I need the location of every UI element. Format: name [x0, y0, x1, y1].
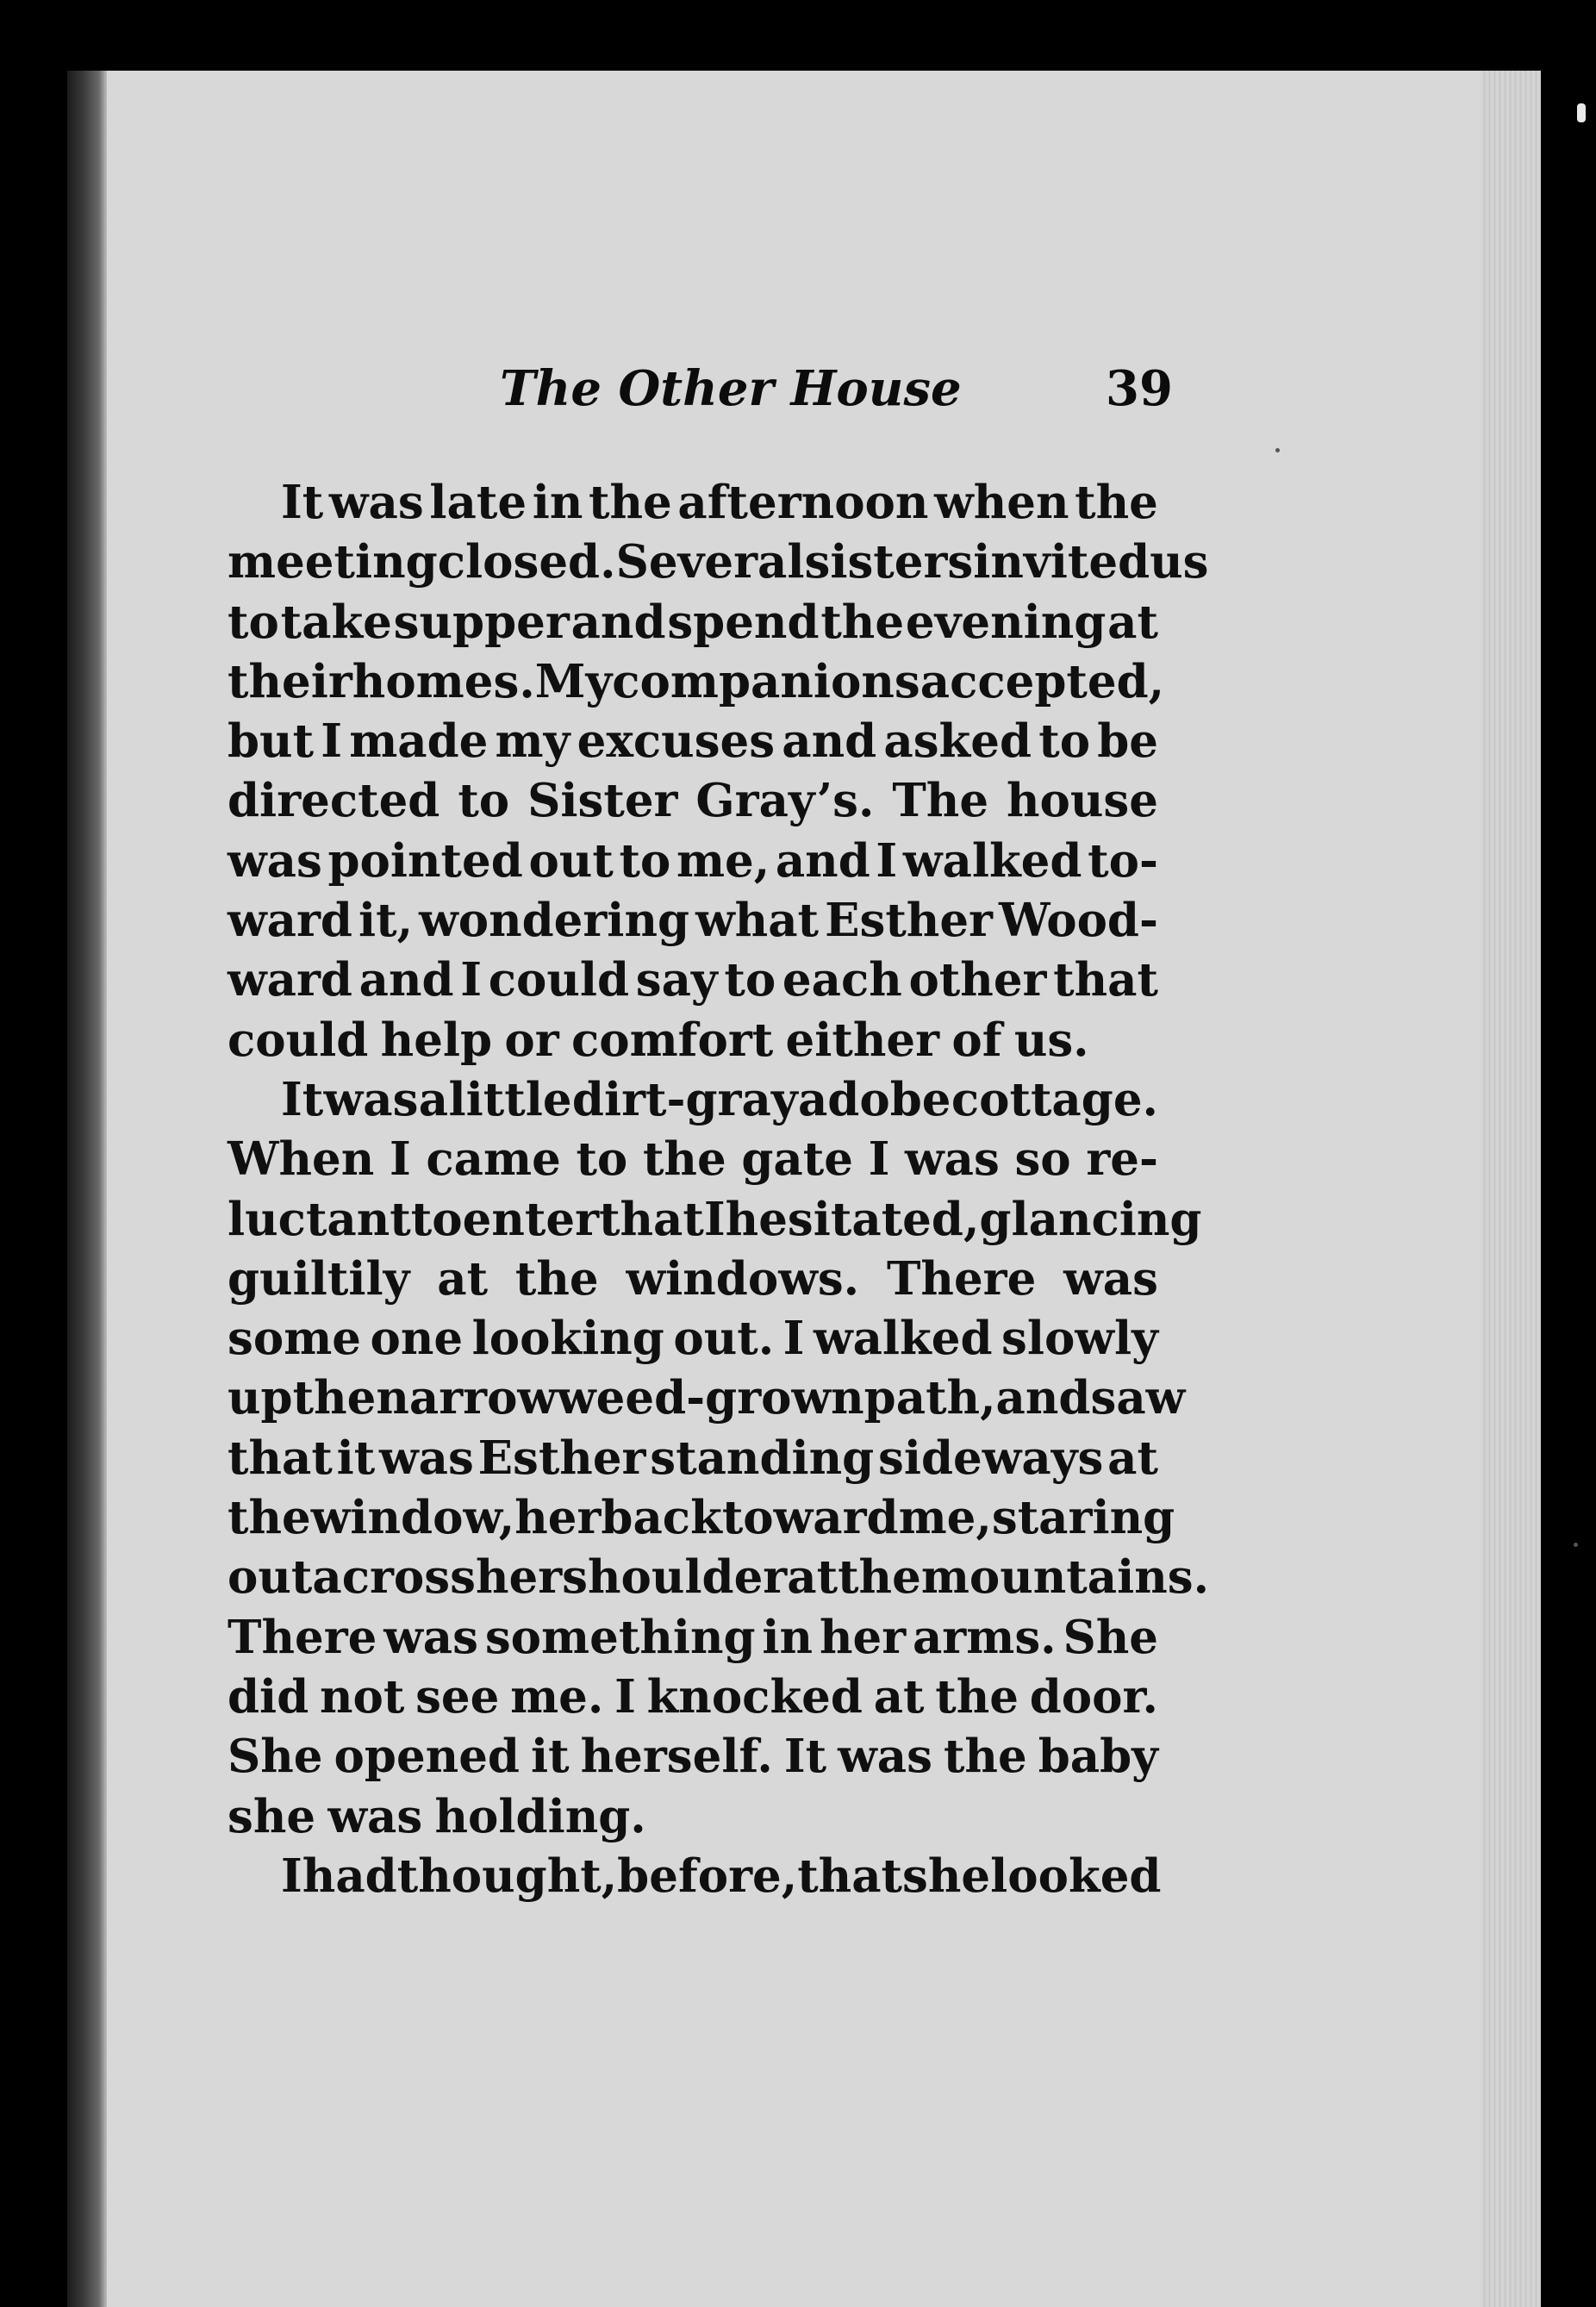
word: companions [612, 654, 920, 708]
word: sisters [804, 535, 974, 589]
word: the [943, 1730, 1027, 1784]
word: standing [650, 1431, 875, 1485]
text-line [228, 1668, 1158, 1727]
word: at [437, 1251, 489, 1306]
word: that [228, 1431, 333, 1485]
word: to [1038, 714, 1091, 769]
word: the [1075, 476, 1158, 529]
word: I [614, 1669, 636, 1724]
word: my [495, 714, 570, 769]
book-spine-shadow [67, 71, 107, 2307]
word: thought, [396, 1849, 618, 1903]
word: other [908, 953, 1047, 1007]
word: comfort [570, 1013, 774, 1067]
text-line [228, 1369, 1186, 1428]
word: me, [676, 833, 770, 888]
word: excuses [577, 714, 776, 769]
word: us. [1013, 1013, 1089, 1067]
word: to- [1088, 833, 1158, 888]
word: arms. [912, 1610, 1057, 1664]
word: her [514, 1491, 602, 1545]
text-line [228, 771, 1158, 831]
word: pointed [327, 833, 523, 888]
word: closed. [437, 535, 616, 589]
body-text [228, 473, 1210, 1906]
word: luctant [228, 1192, 411, 1246]
word: She [228, 1730, 323, 1784]
word: invited [973, 535, 1150, 589]
running-title: The Other House [500, 360, 962, 417]
word: homes. [352, 654, 535, 708]
text-line [228, 1787, 1158, 1847]
scan-edge-mark [1577, 103, 1586, 122]
word: at [873, 1669, 925, 1724]
word: or [504, 1013, 559, 1067]
word: in [762, 1610, 814, 1664]
word: staring [991, 1491, 1175, 1545]
word: windows. [626, 1251, 860, 1306]
word: before, [617, 1849, 798, 1903]
word: supper [393, 595, 570, 649]
word: door. [1029, 1669, 1158, 1724]
word: Esther [825, 894, 993, 948]
word: herself. [580, 1730, 773, 1784]
text-line [228, 1309, 1158, 1369]
text-line [228, 1130, 1158, 1189]
word: made [349, 714, 489, 769]
text-line [228, 1190, 1202, 1250]
word: some [228, 1312, 361, 1366]
word: Sister [527, 774, 678, 828]
word: spend [667, 595, 820, 649]
word: When [228, 1132, 375, 1187]
word: be [1097, 714, 1158, 769]
word: it, [358, 894, 414, 948]
word: it [530, 1730, 570, 1784]
word: It [281, 476, 324, 529]
word: I [389, 1132, 411, 1187]
word: came [426, 1132, 561, 1187]
word: evening [905, 595, 1107, 649]
word: was [323, 1072, 419, 1126]
word: meeting [228, 535, 438, 589]
word: Several [615, 535, 805, 589]
word: us [1150, 535, 1209, 589]
text-line [228, 473, 1158, 533]
word: the [228, 1491, 311, 1545]
word: the [642, 1132, 726, 1187]
word: She [1063, 1610, 1158, 1664]
word: me, [898, 1491, 992, 1545]
word: something [484, 1610, 756, 1664]
word: wondering [419, 894, 690, 948]
word: I [460, 953, 483, 1007]
word: late [429, 476, 527, 529]
text-line [228, 1070, 1158, 1130]
word: each [782, 953, 902, 1007]
word: afternoon [677, 476, 929, 529]
word: say [635, 953, 718, 1007]
word: There [886, 1251, 1037, 1306]
word: and [775, 833, 870, 888]
word: the [820, 595, 905, 649]
word: was [838, 1730, 932, 1784]
word: shoulder [562, 1550, 788, 1605]
word: cottage. [951, 1072, 1158, 1126]
word: re- [1086, 1132, 1158, 1187]
word: to [619, 833, 671, 888]
page-fore-edge [1481, 71, 1541, 2307]
word: enter [462, 1192, 600, 1246]
word: either [785, 1013, 940, 1067]
word: in [532, 476, 583, 529]
text-line [228, 1011, 1158, 1070]
word: Gray’s. [695, 774, 875, 828]
word: guiltily [228, 1251, 410, 1306]
word: that [1053, 953, 1158, 1007]
text-line [228, 1548, 1210, 1607]
word: to [576, 1132, 628, 1187]
word: baby [1038, 1730, 1158, 1784]
word: was [327, 1789, 423, 1843]
word: one [370, 1312, 464, 1366]
page-number: 39 [1106, 360, 1173, 417]
word: house [1007, 774, 1158, 828]
word: it [336, 1431, 376, 1485]
word: directed [228, 774, 440, 828]
word: little [448, 1072, 572, 1126]
text-line [228, 951, 1158, 1010]
text-line [228, 1250, 1158, 1309]
word: the [589, 476, 672, 529]
word: window, [310, 1491, 515, 1545]
word: she [902, 1849, 991, 1903]
word: to [724, 953, 776, 1007]
word: path, [863, 1371, 996, 1425]
word: ward [228, 953, 352, 1007]
word: help [380, 1013, 493, 1067]
word: her [475, 1550, 563, 1605]
text-line [228, 1608, 1158, 1668]
word: and [570, 595, 666, 649]
text-line [228, 712, 1158, 771]
word: I [281, 1849, 302, 1903]
word: at [787, 1550, 839, 1605]
word: up [228, 1371, 293, 1425]
word: see [415, 1669, 500, 1724]
word: dirt-gray [571, 1072, 798, 1126]
word: walked [813, 1312, 993, 1366]
word: what [695, 894, 820, 948]
word: adobe [797, 1072, 951, 1126]
word: hesitated, [725, 1192, 980, 1246]
word: was [379, 1431, 474, 1485]
word: so [1014, 1132, 1071, 1187]
word: back [601, 1491, 722, 1545]
word: I [703, 1192, 726, 1246]
word: could [488, 953, 630, 1007]
word: not [319, 1669, 405, 1724]
word: could [228, 1013, 369, 1067]
word: to [228, 595, 279, 649]
word: weed-grown [557, 1371, 864, 1425]
word: at [1107, 595, 1158, 649]
word: their [228, 654, 352, 708]
text-line [228, 1847, 1162, 1906]
text-line [228, 593, 1158, 652]
word: the [292, 1371, 377, 1425]
word: had [302, 1849, 397, 1903]
text-line [228, 832, 1158, 891]
word: that [599, 1192, 704, 1246]
word: was [383, 1610, 478, 1664]
word: sideways [878, 1431, 1104, 1485]
dust-speck [1275, 448, 1280, 452]
text-line [228, 1429, 1158, 1488]
word: looking [471, 1312, 664, 1366]
word: the [514, 1251, 599, 1306]
word: she [228, 1789, 316, 1843]
word: asked [883, 714, 1032, 769]
word: across [312, 1550, 476, 1605]
word: was [1063, 1251, 1158, 1306]
word: My [534, 654, 613, 708]
word: at [1107, 1431, 1158, 1485]
word: I [868, 1132, 890, 1187]
word: glancing [979, 1192, 1202, 1246]
word: and [995, 1371, 1091, 1425]
word: looked [990, 1849, 1162, 1903]
word: knocked [646, 1669, 863, 1724]
word: walked [902, 833, 1082, 888]
word: her [819, 1610, 907, 1664]
word: It [783, 1730, 827, 1784]
word: It [281, 1072, 324, 1126]
word: narrow [376, 1371, 558, 1425]
text-line [228, 533, 1209, 592]
word: to [458, 774, 510, 828]
word: saw [1090, 1371, 1186, 1425]
word: toward [721, 1491, 899, 1545]
word: but [228, 714, 315, 769]
word: I [321, 714, 343, 769]
word: opened [334, 1730, 520, 1784]
word: out [528, 833, 614, 888]
word: slowly [1001, 1312, 1158, 1366]
word: mountains. [920, 1550, 1210, 1605]
text-line [228, 1727, 1158, 1786]
word: of [951, 1013, 1002, 1067]
word: was [228, 833, 322, 888]
word: was [328, 476, 424, 529]
word: and [782, 714, 877, 769]
word: was [905, 1132, 1000, 1187]
word: I [782, 1312, 805, 1366]
word: out. [673, 1312, 775, 1366]
text-line [228, 1488, 1175, 1548]
word: take [280, 595, 392, 649]
word: Esther [477, 1431, 646, 1485]
text-line [228, 652, 1165, 712]
word: a [418, 1072, 449, 1126]
word: did [228, 1669, 309, 1724]
word: when [934, 476, 1069, 529]
word: me. [510, 1669, 604, 1724]
word: The [892, 774, 989, 828]
word: to [410, 1192, 463, 1246]
word: gate [741, 1132, 853, 1187]
word: There [228, 1610, 377, 1664]
word: ward [228, 894, 352, 948]
word: the [838, 1550, 921, 1605]
word: out [228, 1550, 313, 1605]
dust-speck [1574, 1543, 1578, 1547]
word: accepted, [920, 654, 1165, 708]
word: that [797, 1849, 903, 1903]
word: holding. [434, 1789, 646, 1843]
word: Wood- [999, 894, 1158, 948]
word: the [935, 1669, 1019, 1724]
text-line [228, 891, 1158, 951]
word: I [876, 833, 898, 888]
word: and [358, 953, 454, 1007]
